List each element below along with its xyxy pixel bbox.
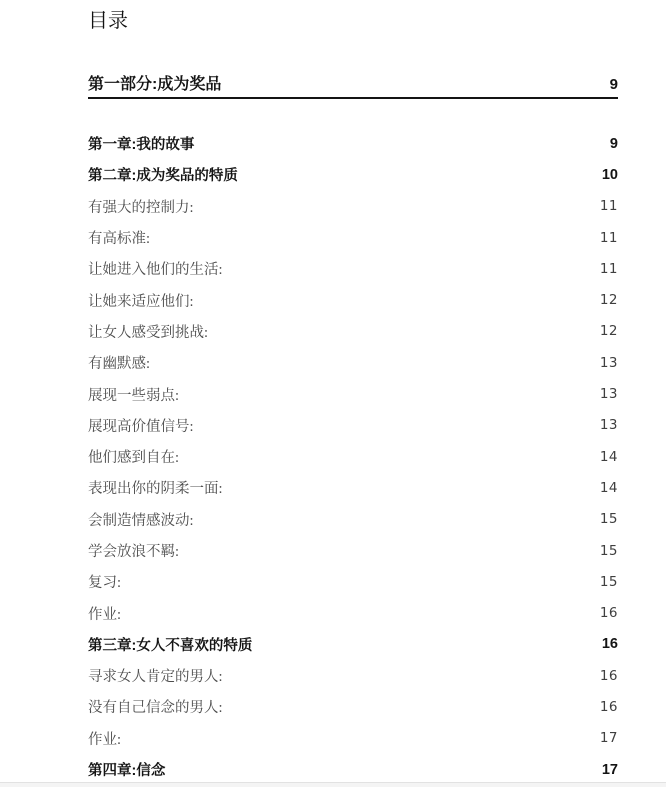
toc-entry-page: 13 [599, 417, 618, 434]
toc-entry[interactable] [88, 566, 618, 597]
toc-entry-label: 有幽默感: [88, 356, 151, 373]
toc-entry-label: 第一章:我的故事 [88, 137, 195, 154]
toc-entry-page: 17 [599, 730, 618, 747]
toc-entry[interactable] [88, 159, 618, 190]
toc-entry[interactable] [88, 410, 618, 441]
toc-entry[interactable] [88, 597, 618, 628]
toc-entry[interactable] [88, 284, 618, 315]
toc-entry[interactable] [88, 253, 618, 284]
toc-entry-page: 11 [599, 260, 618, 277]
toc-entry[interactable] [88, 441, 618, 472]
toc-entry-label: 让她来适应他们: [88, 293, 194, 310]
toc-entry-label: 有强大的控制力: [88, 199, 194, 216]
toc-entry[interactable] [88, 691, 618, 722]
toc-title: 目录 [88, 10, 128, 32]
toc-entry-page: 10 [601, 166, 618, 183]
toc-entry-page: 16 [599, 667, 618, 684]
toc-entry-label: 有高标准: [88, 231, 151, 248]
toc-entry[interactable] [88, 191, 618, 222]
toc-entry[interactable] [88, 378, 618, 409]
toc-entry-page: 9 [609, 135, 618, 152]
toc-entry[interactable] [88, 754, 618, 785]
toc-entry-page: 16 [599, 698, 618, 715]
toc-entry-label: 作业: [88, 606, 122, 623]
toc-entry-page: 16 [599, 605, 618, 622]
toc-entry-label: 学会放浪不羁: [88, 544, 180, 560]
toc-entry-page: 11 [599, 229, 618, 246]
toc-entry-label: 展现一些弱点: [88, 387, 180, 404]
toc-entry[interactable] [88, 472, 618, 503]
toc-entry-label: 展现高价值信号: [88, 418, 194, 435]
toc-entry-page: 13 [599, 386, 618, 403]
toc-entry[interactable] [88, 128, 618, 159]
toc-entry[interactable] [88, 535, 618, 566]
toc-entry-label: 作业: [88, 731, 122, 748]
toc-entry-page: 15 [599, 573, 618, 590]
toc-part-heading[interactable] [88, 75, 618, 99]
toc-entry-label: 第二章:成为奖品的特质 [88, 168, 238, 185]
toc-entry-label: 让她进入他们的生活: [88, 262, 223, 279]
toc-entry[interactable] [88, 316, 618, 347]
toc-entry-label: 寻求女人肯定的男人: [88, 669, 223, 686]
toc-entry[interactable] [88, 222, 618, 253]
toc-entry-page: 13 [599, 354, 618, 371]
toc-entry[interactable] [88, 723, 618, 754]
toc-entry-label: 表现出你的阴柔一面: [88, 481, 223, 498]
toc-entry-page: 12 [599, 292, 618, 309]
toc-entry-label: 复习: [88, 575, 122, 592]
toc-entry[interactable] [88, 660, 618, 691]
toc-entry-page: 17 [601, 761, 618, 778]
toc-entry-label: 会制造情感波动: [88, 512, 194, 529]
toc-entry-label: 让女人感受到挑战: [88, 324, 209, 341]
toc-entry[interactable] [88, 504, 618, 535]
toc-entry-page: 11 [599, 198, 618, 215]
toc-entry-page: 15 [599, 542, 618, 559]
toc-entry-label: 没有自己信念的男人: [88, 700, 223, 717]
toc-entry[interactable] [88, 347, 618, 378]
toc-part-page: 9 [609, 76, 618, 93]
toc-entries [88, 128, 618, 785]
toc-entry-label: 第四章:信念 [88, 763, 166, 780]
toc-entry[interactable] [88, 629, 618, 660]
toc-entry-page: 14 [599, 448, 618, 465]
toc-part-label: 第一部分:成为奖品 [88, 76, 222, 93]
toc-entry-page: 12 [599, 323, 618, 340]
toc-entry-page: 15 [599, 511, 618, 528]
toc-entry-page: 14 [599, 479, 618, 496]
toc-entry-page: 16 [601, 636, 618, 653]
toc-entry-label: 他们感到自在: [88, 450, 180, 467]
toc-entry-label: 第三章:女人不喜欢的特质 [88, 637, 253, 654]
page-bottom-edge [0, 782, 666, 787]
